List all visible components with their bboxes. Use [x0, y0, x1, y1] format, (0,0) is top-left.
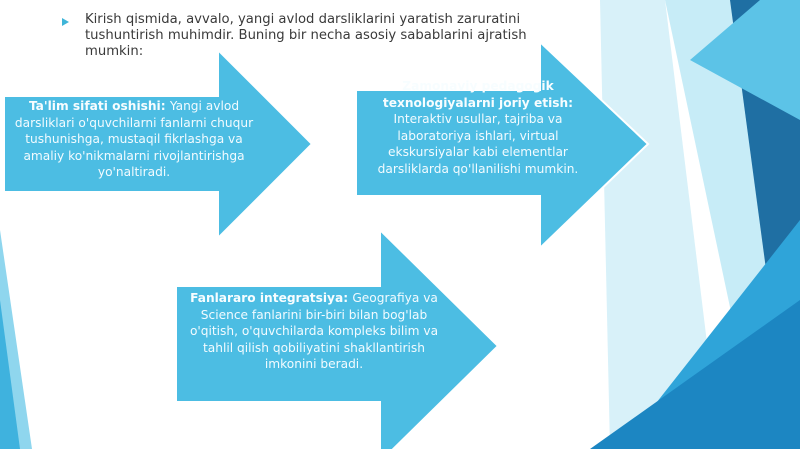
arrow-integration-title: Fanlararo integratsiya: [190, 291, 353, 305]
arrow-quality-text [4, 98, 264, 181]
arrow-quality-body: Yangi avlod darsliklari o'quvchilarni fanlarni chuqur tushunishga, mustaqil fikrlashga va amaliy ko'nikmalarni rivojlantirishga yo'naltiradi. [14, 99, 254, 179]
arrow-technology [352, 40, 652, 252]
arrow-integration-body: Geografiya va Science fanlarini bir-biri bilan bog'lab o'qitish, o'quvchilarda kompleks bilim va tahlil qilish qobiliyatini shakllantirish imkonini beradi. [189, 291, 439, 371]
bullet-arrow-icon [62, 18, 69, 26]
intro-text: Kirish qismida, avvalo, yangi avlod darsliklarini yaratish zaruratini tushuntirish muhimdir. Buning bir necha asosiy sabablarini ajratish mumkin: [85, 12, 527, 59]
arrow-quality [0, 48, 316, 240]
arrow-integration-text [178, 290, 450, 373]
arrow-technology-title: Zamonaviy pedagogik texnologiyalarni joriy etish: [382, 79, 574, 110]
arrow-quality-title: Ta'lim sifati oshishi: [28, 99, 170, 113]
arrow-integration [172, 228, 502, 449]
arrow-technology-text [358, 78, 598, 198]
arrow-technology-body: Interaktiv usullar, tajriba va laboratoriya ishlari, virtual ekskursiyalar kabi elementlar darsliklarda qo'llanilishi mumkin. [377, 112, 579, 176]
